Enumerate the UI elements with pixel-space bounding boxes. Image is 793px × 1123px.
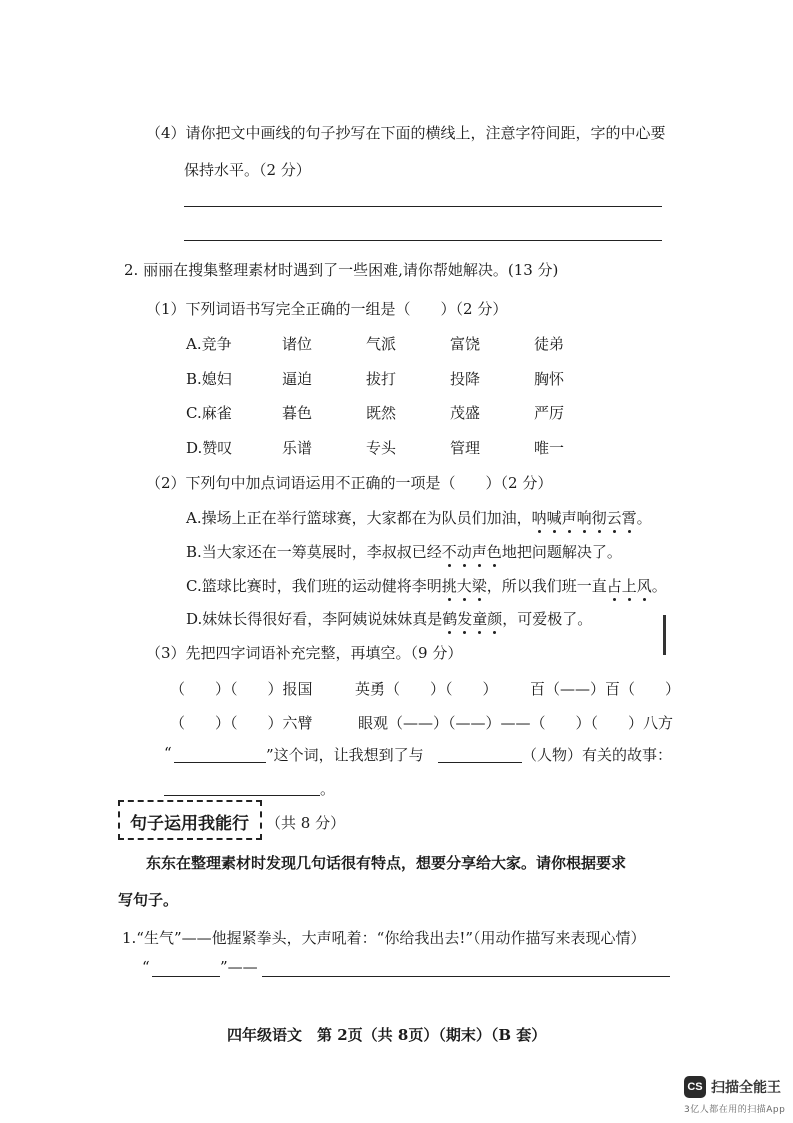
answer-line-1 bbox=[184, 206, 662, 207]
option-a-text: A.操场上正在举行篮球赛，大家都在为队员们加油， bbox=[186, 509, 532, 527]
idiom-1: （ ）（ ）报国 bbox=[170, 680, 313, 698]
fill-text-2: （人物）有关的故事： bbox=[522, 746, 673, 764]
word-d-4: 管理 bbox=[450, 439, 481, 457]
word-a-4: 富饶 bbox=[450, 335, 481, 353]
word-d-2: 乐谱 bbox=[282, 439, 313, 457]
option-a-end: 。 bbox=[636, 509, 652, 527]
cs-logo-icon: CS bbox=[684, 1076, 706, 1098]
section-q1-answer-line bbox=[262, 976, 670, 977]
emphasis-dot bbox=[463, 564, 466, 567]
word-c-4: 茂盛 bbox=[450, 404, 481, 422]
section-title-box bbox=[118, 800, 262, 840]
section-q1-open: “ bbox=[142, 958, 150, 976]
option-d-text: D.妹妹长得很好看，李阿姨说妹妹真是 bbox=[186, 610, 443, 628]
fill-blank-person bbox=[438, 762, 522, 763]
idiom-3: 百（——）百（ ） bbox=[530, 680, 681, 698]
word-b-3: 拔打 bbox=[366, 370, 397, 388]
emphasis-dot bbox=[568, 530, 571, 533]
section-q1-word-blank bbox=[152, 976, 220, 977]
margin-mark bbox=[663, 615, 666, 655]
idiom-5: 眼观（——）（——）——（ ）（ ）八方 bbox=[358, 714, 674, 732]
emphasis-dot bbox=[463, 598, 466, 601]
word-d-1: D.赞叹 bbox=[186, 439, 233, 457]
word-d-5: 唯一 bbox=[534, 439, 565, 457]
option-b bbox=[186, 541, 622, 562]
option-c-emphasis: 挑大梁 bbox=[442, 577, 487, 595]
emphasis-dot bbox=[598, 530, 601, 533]
fill-text-1: ”这个词，让我想到了与 bbox=[266, 746, 424, 764]
word-a-3: 气派 bbox=[366, 335, 397, 353]
word-d-3: 专头 bbox=[366, 439, 397, 457]
fill-blank-word bbox=[174, 762, 266, 763]
emphasis-dot bbox=[628, 598, 631, 601]
emphasis-dot bbox=[493, 631, 496, 634]
option-b-text: B.当大家还在一筹莫展时，李叔叔已经 bbox=[186, 543, 442, 561]
emphasis-dot bbox=[448, 631, 451, 634]
word-c-1: C.麻雀 bbox=[186, 404, 232, 422]
option-d bbox=[186, 608, 592, 629]
emphasis-dot bbox=[643, 598, 646, 601]
option-c-middle: ，所以我们班一直 bbox=[486, 577, 607, 595]
q2-sub3-prompt: （3）先把四字词语补充完整，再填空。（9 分） bbox=[146, 644, 463, 662]
option-c-text: C.篮球比赛时，我们班的运动健将李明 bbox=[186, 577, 442, 595]
emphasis-dot bbox=[493, 564, 496, 567]
q2-sub1-prompt: （1）下列词语书写完全正确的一组是（ ）（2 分） bbox=[146, 300, 508, 318]
scanner-app-name: 扫描全能王 bbox=[711, 1080, 781, 1096]
word-a-2: 诸位 bbox=[282, 335, 313, 353]
fill-blank-story bbox=[164, 795, 320, 796]
emphasis-dot bbox=[628, 530, 631, 533]
emphasis-dot bbox=[613, 598, 616, 601]
emphasis-dot bbox=[478, 631, 481, 634]
q2-sub2-prompt: （2）下列句中加点词语运用不正确的一项是（ ）（2 分） bbox=[146, 474, 553, 492]
emphasis-dot bbox=[583, 530, 586, 533]
option-c-emphasis-2: 占上风 bbox=[607, 577, 652, 595]
emphasis-dot bbox=[463, 631, 466, 634]
page-footer: 四年级语文 第 2页（共 8页）（期末）（B 套） bbox=[227, 1026, 547, 1044]
word-a-1: A.竞争 bbox=[186, 335, 232, 353]
emphasis-dot bbox=[613, 530, 616, 533]
q4-line2: 保持水平。（2 分） bbox=[184, 161, 311, 179]
section-score: （共 8 分） bbox=[266, 814, 346, 832]
option-d-end: ，可爱极了。 bbox=[502, 610, 593, 628]
word-b-5: 胸怀 bbox=[534, 370, 565, 388]
section-q1-close: ”—— bbox=[220, 958, 258, 976]
emphasis-dot bbox=[478, 564, 481, 567]
q4-line1: （4）请你把文中画线的句子抄写在下面的横线上，注意字符间距，字的中心要 bbox=[146, 124, 666, 142]
word-c-2: 暮色 bbox=[282, 404, 313, 422]
word-b-2: 逼迫 bbox=[282, 370, 313, 388]
fill-end: 。 bbox=[320, 780, 336, 798]
q2-title: 2. 丽丽在搜集整理素材时遇到了一些困难,请你帮她解决。(13 分) bbox=[124, 261, 559, 279]
option-a-emphasis: 呐喊声响彻云霄 bbox=[532, 509, 637, 527]
word-c-5: 严厉 bbox=[534, 404, 565, 422]
section-intro-2: 写句子。 bbox=[118, 891, 179, 909]
emphasis-dot bbox=[478, 598, 481, 601]
scanner-tagline: 3亿人都在用的扫描App bbox=[684, 1105, 786, 1115]
option-a bbox=[186, 507, 652, 528]
section-title: 句子运用我能行 bbox=[130, 814, 249, 834]
section-q1: 1.“生气”——他握紧拳头，大声吼着：“你给我出去!”（用动作描写来表现心情） bbox=[122, 929, 646, 947]
section-intro-1: 东东在整理素材时发现几句话很有特点，想要分享给大家。请你根据要求 bbox=[146, 854, 627, 872]
option-b-emphasis: 不动声色 bbox=[442, 543, 502, 561]
word-a-5: 徒弟 bbox=[534, 335, 565, 353]
emphasis-dot bbox=[448, 598, 451, 601]
option-d-emphasis: 鹤发童颜 bbox=[442, 610, 502, 628]
emphasis-dot bbox=[538, 530, 541, 533]
emphasis-dot bbox=[553, 530, 556, 533]
word-b-4: 投降 bbox=[450, 370, 481, 388]
word-b-1: B.媳妇 bbox=[186, 370, 232, 388]
emphasis-dot bbox=[448, 564, 451, 567]
answer-line-2 bbox=[184, 240, 662, 241]
option-c bbox=[186, 575, 667, 596]
idiom-4: （ ）（ ）六臂 bbox=[170, 714, 313, 732]
fill-quote-open: “ bbox=[164, 744, 172, 762]
idiom-2: 英勇（ ）（ ） bbox=[355, 680, 498, 698]
option-b-end: 地把问题解决了。 bbox=[501, 543, 622, 561]
word-c-3: 既然 bbox=[366, 404, 397, 422]
option-c-end: 。 bbox=[651, 577, 667, 595]
